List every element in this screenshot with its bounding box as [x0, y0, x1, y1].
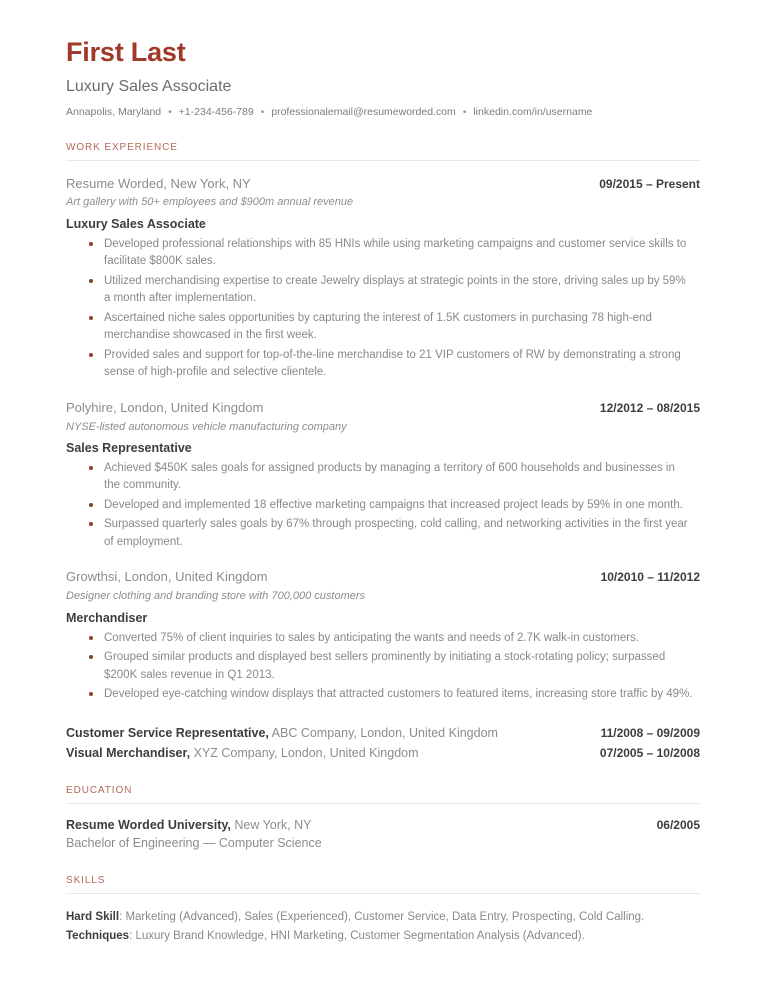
- skill-row: [66, 927, 700, 946]
- company-name: Resume Worded, New York, NY: [66, 175, 251, 191]
- employment-dates: 10/2010 – 11/2012: [600, 570, 700, 585]
- bullet-text: Developed and implemented 18 effective marketing campaigns that increased project leads by 59% in one month.: [104, 498, 683, 511]
- job-title: Merchandiser: [66, 610, 148, 625]
- prior-role-row: [66, 743, 700, 763]
- bullet-icon: [89, 636, 93, 640]
- section-divider: [66, 893, 700, 894]
- prior-roles-list: [66, 723, 700, 763]
- bullet-text: Grouped similar products and displayed best sellers prominently by initiating a stock-rotating policy; surpassed $200K sales revenue in Q1 2013.: [104, 651, 666, 681]
- school-name: Resume Worded University,: [66, 817, 231, 832]
- employment-dates: 12/2012 – 08/2015: [599, 400, 700, 415]
- education-entry: [66, 818, 700, 853]
- degree-name: Bachelor of Engineering — Computer Science: [66, 835, 322, 850]
- section-education: [66, 785, 700, 853]
- list-item: [104, 497, 700, 514]
- list-item: [104, 686, 700, 703]
- company-name: Growthsi, London, United Kingdom: [66, 569, 268, 585]
- section-work-experience: [66, 142, 700, 763]
- company-name: Polyhire, London, United Kingdom: [66, 399, 264, 415]
- bullet-text: Converted 75% of client inquiries to sales by anticipating the wants and needs of 2.7K walk-in customers.: [104, 631, 640, 644]
- bullet-text: Provided sales and support for top-of-the-line merchandise to 21 VIP customers of RW by demonstrating a strong sense of high-profile and selective clientele.: [104, 348, 681, 379]
- section-skills: [66, 875, 700, 945]
- skill-category-label: Techniques: [66, 929, 130, 942]
- employment-dates: 07/2005 – 10/2008: [599, 745, 700, 760]
- skill-values: Marketing (Advanced), Sales (Experienced), Customer Service, Data Entry, Prospecting, Cold Calling.: [125, 910, 645, 923]
- company-description: Art gallery with 50+ employees and $900m annual revenue: [66, 196, 354, 209]
- bullet-text: Developed professional relationships with 85 HNIs while using marketing campaigns and customer service skills to facilitate $800K sales.: [104, 237, 687, 268]
- job-title: Luxury Sales Associate: [66, 216, 206, 231]
- experience-entry-header: [66, 568, 700, 587]
- list-item: [104, 236, 700, 271]
- section-heading-education: EDUCATION: [66, 784, 133, 796]
- skill-values: Luxury Brand Knowledge, HNI Marketing, Customer Segmentation Analysis (Advanced).: [135, 929, 585, 942]
- contact-email[interactable]: professionalemail@resumeworded.com: [271, 105, 456, 118]
- section-divider: [66, 803, 700, 804]
- contact-separator-icon: •: [260, 105, 265, 118]
- experience-entry: [66, 399, 700, 552]
- contact-line: [66, 105, 700, 120]
- contact-location: Annapolis, Maryland: [66, 105, 162, 118]
- bullet-text: Ascertained niche sales opportunities by capturing the interest of 1.5K customers in purchasing 78 high-end merchandise showcased in the first week.: [104, 311, 652, 342]
- bullet-icon: [89, 316, 93, 320]
- list-item: [104, 649, 700, 684]
- skill-separator: :: [129, 929, 136, 942]
- section-divider: [66, 160, 700, 161]
- list-item: [104, 630, 700, 647]
- graduation-date: 06/2005: [656, 817, 700, 832]
- education-entry-header: [66, 818, 700, 832]
- page-title: First Last: [66, 37, 186, 67]
- experience-entry: [66, 568, 700, 703]
- prior-role-title: Customer Service Representative,: [66, 725, 269, 740]
- prior-role-text: [66, 723, 498, 743]
- employment-dates: 09/2015 – Present: [599, 176, 700, 191]
- contact-linkedin[interactable]: linkedin.com/in/username: [473, 105, 593, 118]
- bullet-text: Achieved $450K sales goals for assigned products by managing a territory of 600 households and businesses in the community.: [104, 462, 675, 492]
- bullet-icon: [89, 655, 93, 659]
- school-location: New York, NY: [230, 817, 312, 832]
- job-title: Sales Representative: [66, 441, 192, 455]
- bullet-text: Developed eye-catching window displays that attracted customers to featured items, increasing store traffic by 49%.: [104, 688, 693, 701]
- list-item: [104, 347, 700, 382]
- prior-role-company: ABC Company, London, United Kingdom: [268, 725, 498, 740]
- skill-row: [66, 908, 700, 927]
- professional-headline: Luxury Sales Associate: [66, 77, 232, 95]
- bullet-icon: [89, 692, 93, 696]
- contact-phone: +1-234-456-789: [178, 105, 254, 118]
- skill-category-label: Hard Skill: [66, 910, 120, 923]
- bullet-text: Surpassed quarterly sales goals by 67% through prospecting, cold calling, and networking activities in the first year of employment.: [104, 518, 688, 548]
- contact-separator-icon: •: [462, 105, 467, 118]
- prior-role-company: XYZ Company, London, United Kingdom: [190, 745, 419, 760]
- achievement-list: [66, 236, 700, 382]
- skill-separator: :: [119, 910, 126, 923]
- bullet-icon: [89, 522, 93, 526]
- company-description: NYSE-listed autonomous vehicle manufacturing company: [66, 420, 347, 433]
- list-item: [104, 310, 700, 345]
- school-line: [66, 818, 311, 832]
- experience-entry-header: [66, 399, 700, 418]
- section-heading-skills: SKILLS: [66, 874, 106, 886]
- employment-dates: 11/2008 – 09/2009: [600, 725, 700, 740]
- list-item: [104, 516, 700, 551]
- achievement-list: [66, 630, 700, 704]
- prior-role-title: Visual Merchandiser,: [66, 745, 191, 760]
- achievement-list: [66, 460, 700, 551]
- prior-role-text: [66, 743, 419, 763]
- bullet-icon: [89, 242, 93, 246]
- bullet-icon: [89, 279, 93, 283]
- company-description: Designer clothing and branding store with 700,000 customers: [66, 590, 366, 603]
- bullet-icon: [89, 466, 93, 470]
- bullet-icon: [89, 353, 93, 357]
- resume-header: [66, 38, 700, 120]
- prior-role-row: [66, 723, 700, 743]
- list-item: [104, 273, 700, 308]
- section-heading-work: WORK EXPERIENCE: [66, 141, 178, 153]
- list-item: [104, 460, 700, 495]
- contact-separator-icon: •: [168, 105, 172, 118]
- bullet-text: Utilized merchandising expertise to create Jewelry displays at strategic points in the store, driving sales up by 59% a month after implementation.: [104, 274, 686, 305]
- experience-entry: [66, 175, 700, 382]
- bullet-icon: [89, 503, 93, 507]
- experience-entry-header: [66, 175, 700, 194]
